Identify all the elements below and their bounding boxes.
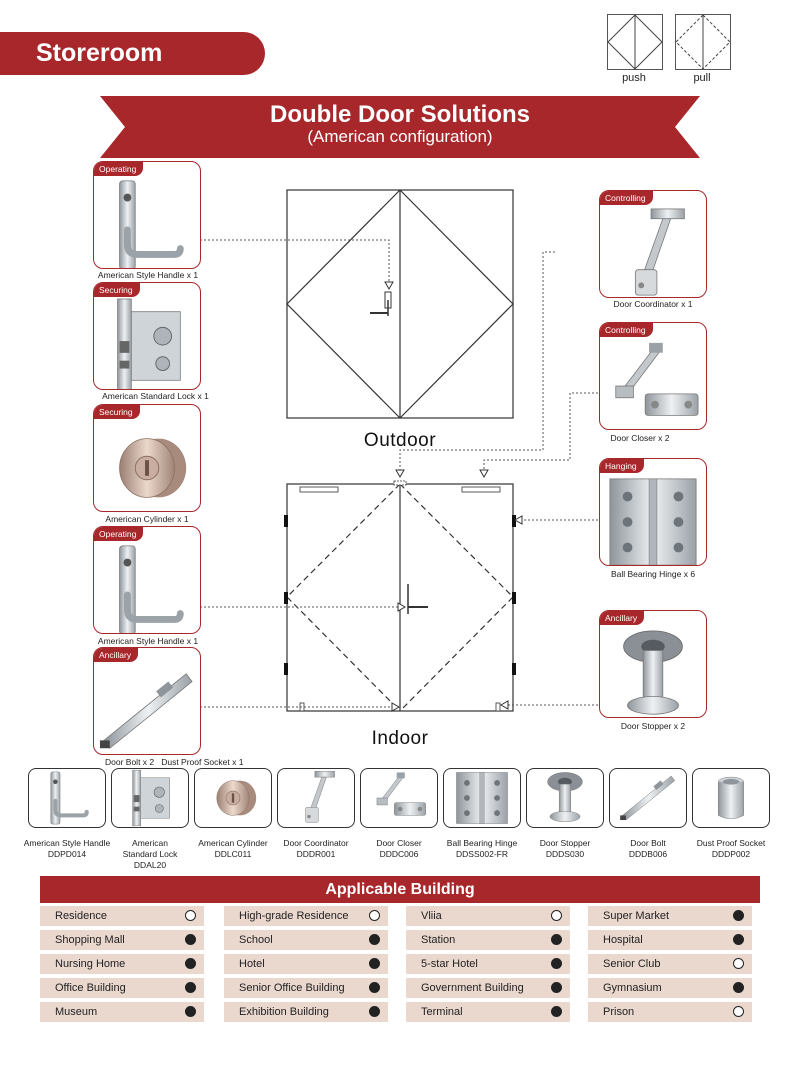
empty-circle-icon — [551, 910, 562, 921]
building-name: Station — [421, 934, 456, 946]
product-code: DDDP002 — [711, 849, 751, 859]
building-name: Super Market — [603, 910, 670, 922]
dust-proof-socket-icon — [693, 769, 769, 827]
product-card-coordinator[interactable] — [277, 768, 355, 828]
lever-handle-icon — [29, 769, 105, 827]
product-caption — [351, 838, 447, 860]
push-legend-label: push — [622, 72, 646, 84]
building-name: Museum — [55, 1006, 98, 1018]
product-card-cylinder[interactable] — [194, 768, 272, 828]
building-cell — [588, 978, 752, 998]
outdoor-label: Outdoor — [363, 430, 437, 451]
left-card-lock[interactable] — [93, 282, 201, 390]
filled-circle-icon — [369, 982, 380, 993]
left-card-handle-1[interactable] — [93, 161, 201, 269]
empty-circle-icon — [185, 910, 196, 921]
card-tag: Securing — [94, 405, 140, 419]
building-name: High-grade Residence — [239, 910, 349, 922]
building-cell — [224, 1002, 388, 1022]
card-tag: Operating — [94, 162, 143, 176]
product-code: DDSS002-FR — [456, 849, 508, 859]
product-code: DDDB006 — [628, 849, 668, 859]
product-name: Door Bolt — [630, 838, 666, 848]
card-tag: Controlling — [600, 323, 653, 337]
filled-circle-icon — [551, 982, 562, 993]
product-name: Door Coordinator — [283, 838, 349, 848]
filled-circle-icon — [551, 934, 562, 945]
indoor-label: Indoor — [371, 728, 429, 749]
cylinder-icon — [195, 769, 271, 827]
outdoor-door-diagram — [287, 190, 513, 418]
product-name: American Standard Lock — [122, 838, 178, 859]
building-cell — [588, 954, 752, 974]
banner-title: Double Door Solutions — [270, 101, 530, 128]
product-caption — [102, 838, 198, 871]
building-name: Residence — [55, 910, 107, 922]
building-cell — [40, 930, 204, 950]
building-cell — [406, 954, 570, 974]
building-cell — [588, 930, 752, 950]
door-closer-icon — [361, 769, 437, 827]
building-cell — [406, 978, 570, 998]
left-card-caption: Door Bolt x 2 Dust Proof Socket x 1 — [105, 757, 244, 767]
filled-circle-icon — [733, 934, 744, 945]
product-card-lock[interactable] — [111, 768, 189, 828]
empty-circle-icon — [733, 958, 744, 969]
product-code: DDDS030 — [545, 849, 585, 859]
building-cell — [224, 954, 388, 974]
building-name: Gymnasium — [603, 982, 662, 994]
card-tag: Securing — [94, 283, 140, 297]
left-card-caption: American Standard Lock x 1 — [102, 391, 209, 401]
product-caption — [268, 838, 364, 860]
indoor-door-diagram — [284, 481, 516, 711]
building-name: Senior Office Building — [239, 982, 345, 994]
building-name: Senior Club — [603, 958, 661, 970]
filled-circle-icon — [369, 934, 380, 945]
filled-circle-icon — [185, 1006, 196, 1017]
card-tag: Ancillary — [600, 611, 644, 625]
building-name: Office Building — [55, 982, 126, 994]
filled-circle-icon — [185, 982, 196, 993]
building-name: 5-star Hotel — [421, 958, 478, 970]
left-card-bolt[interactable] — [93, 647, 201, 755]
door-stopper-icon — [527, 769, 603, 827]
mortise-lock-icon — [112, 769, 188, 827]
right-card-caption: Ball Bearing Hinge x 6 — [610, 569, 696, 579]
card-tag: Hanging — [600, 459, 644, 473]
filled-circle-icon — [185, 958, 196, 969]
applicable-building-title: Applicable Building — [40, 876, 760, 903]
building-cell — [224, 906, 388, 926]
left-card-handle-2[interactable] — [93, 526, 201, 634]
door-bolt-icon — [98, 662, 196, 755]
product-caption — [600, 838, 696, 860]
building-name: Hotel — [239, 958, 265, 970]
product-caption — [683, 838, 779, 860]
building-cell — [224, 930, 388, 950]
card-tag: Operating — [94, 527, 143, 541]
building-name: Vliia — [421, 910, 442, 922]
building-cell — [588, 1002, 752, 1022]
product-card-handle[interactable] — [28, 768, 106, 828]
product-name: American Cylinder — [198, 838, 268, 848]
arrow-heads — [385, 282, 522, 711]
product-name: Door Closer — [376, 838, 422, 848]
filled-circle-icon — [551, 958, 562, 969]
empty-circle-icon — [369, 910, 380, 921]
building-name: Government Building — [421, 982, 524, 994]
pull-legend-label: pull — [693, 72, 711, 84]
product-caption — [185, 838, 281, 860]
card-tag: Controlling — [600, 191, 653, 205]
building-cell — [406, 906, 570, 926]
door-stopper-icon — [604, 625, 702, 718]
product-card-stopper[interactable] — [526, 768, 604, 828]
product-code: DDAL20 — [133, 860, 167, 870]
lever-handle-icon — [98, 176, 196, 269]
card-tag: Ancillary — [94, 648, 138, 662]
product-card-bolt[interactable] — [609, 768, 687, 828]
right-card-caption: Door Stopper x 2 — [620, 721, 686, 731]
right-card-caption: Door Closer x 2 — [610, 433, 670, 443]
door-closer-icon — [604, 337, 702, 430]
product-caption — [19, 838, 115, 860]
building-cell — [40, 1002, 204, 1022]
right-card-hinge[interactable] — [599, 458, 707, 566]
empty-circle-icon — [733, 1006, 744, 1017]
filled-circle-icon — [733, 910, 744, 921]
cylinder-icon — [98, 419, 196, 512]
filled-circle-icon — [551, 1006, 562, 1017]
filled-circle-icon — [185, 934, 196, 945]
building-name: Shopping Mall — [55, 934, 125, 946]
door-bolt-icon — [610, 769, 686, 827]
building-cell — [40, 954, 204, 974]
right-card-closer[interactable] — [599, 322, 707, 430]
right-card-caption: Door Coordinator x 1 — [613, 299, 693, 309]
product-code: DDPD014 — [47, 849, 87, 859]
right-card-coordinator[interactable] — [599, 190, 707, 298]
left-card-cylinder[interactable] — [93, 404, 201, 512]
lever-handle-icon — [98, 541, 196, 634]
building-cell — [406, 1002, 570, 1022]
building-cell — [40, 978, 204, 998]
building-cell — [588, 906, 752, 926]
building-cell — [406, 930, 570, 950]
product-name: Dust Proof Socket — [696, 838, 766, 848]
hinge-icon — [444, 769, 520, 827]
product-card-hinge[interactable] — [443, 768, 521, 828]
storeroom-tab: Storeroom — [0, 32, 265, 75]
filled-circle-icon — [369, 1006, 380, 1017]
building-name: Prison — [603, 1006, 635, 1018]
product-name: American Style Handle — [23, 838, 111, 848]
filled-circle-icon — [369, 958, 380, 969]
hinge-icon — [604, 473, 702, 566]
building-cell — [40, 906, 204, 926]
door-coordinator-icon — [278, 769, 354, 827]
building-name: School — [239, 934, 273, 946]
building-name: Exhibition Building — [239, 1006, 329, 1018]
building-name: Hospital — [603, 934, 643, 946]
product-caption — [517, 838, 613, 860]
product-card-socket[interactable] — [692, 768, 770, 828]
building-cell — [224, 978, 388, 998]
door-coordinator-icon — [604, 205, 702, 298]
product-card-closer[interactable] — [360, 768, 438, 828]
product-code: DDDC006 — [379, 849, 419, 859]
left-card-caption: American Style Handle x 1 — [97, 636, 199, 646]
product-caption — [434, 838, 530, 860]
left-card-caption: American Style Handle x 1 — [97, 270, 199, 280]
filled-circle-icon — [733, 982, 744, 993]
product-code: DDLC011 — [214, 849, 252, 859]
product-name: Door Stopper — [539, 838, 591, 848]
building-name: Terminal — [421, 1006, 463, 1018]
left-card-caption: American Cylinder x 1 — [105, 514, 189, 524]
banner-subtitle: (American configuration) — [307, 127, 493, 146]
product-name: Ball Bearing Hinge — [446, 838, 518, 848]
product-code: DDDR001 — [296, 849, 336, 859]
mortise-lock-icon — [98, 297, 196, 390]
right-card-stopper[interactable] — [599, 610, 707, 718]
building-name: Nursing Home — [55, 958, 126, 970]
